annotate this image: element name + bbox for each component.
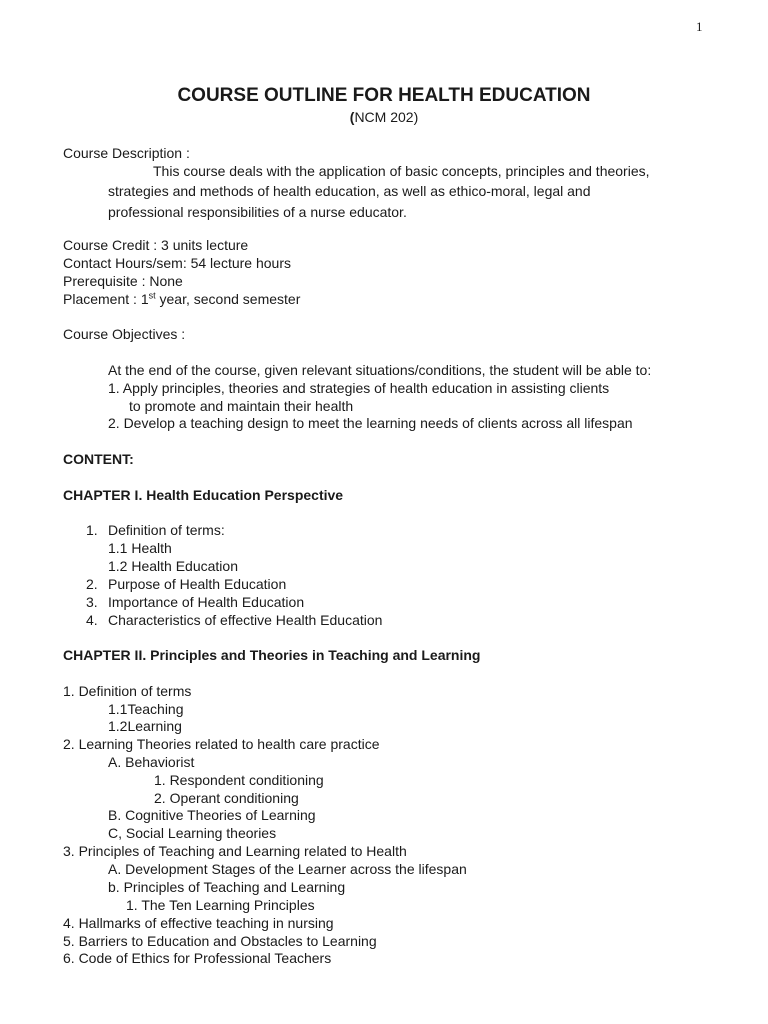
list-subitem: 1.1Teaching	[108, 701, 184, 717]
course-code	[0, 109, 768, 125]
placement-text-rest: year, second semester	[155, 291, 301, 307]
list-item: Importance of Health Education	[108, 594, 305, 610]
placement-sup: st	[148, 290, 156, 301]
description-line: strategies and methods of health education, as well as ethico-moral, legal and	[108, 183, 591, 199]
document-title	[0, 85, 768, 125]
page-number: 1	[696, 19, 703, 34]
list-subsubitem: 1. Respondent conditioning	[154, 772, 324, 788]
list-number: 1.	[86, 522, 98, 538]
list-subsubitem: 1. The Ten Learning Principles	[126, 897, 315, 913]
list-subitem: B. Cognitive Theories of Learning	[108, 807, 316, 823]
prerequisite: Prerequisite : None	[63, 273, 183, 289]
objectives-intro: At the end of the course, given relevant situations/conditions, the student will be able to:	[108, 362, 652, 378]
description-line: professional responsibilities of a nurse educator.	[108, 204, 407, 220]
list-number: 4.	[86, 612, 98, 628]
list-subitem: A. Behaviorist	[108, 754, 195, 770]
description-line: This course deals with the application of basic concepts, principles and theories,	[153, 163, 650, 179]
list-subitem: 1.2 Health Education	[108, 558, 238, 574]
placement-text: Placement : 1	[63, 291, 149, 307]
course-code-text: NCM 202)	[354, 109, 419, 125]
title-text: COURSE OUTLINE FOR HEALTH EDUCATION	[177, 85, 591, 106]
objectives-label: Course Objectives :	[63, 326, 186, 342]
list-subsubitem: 2. Operant conditioning	[154, 790, 299, 806]
list-item: 1. Definition of terms	[63, 683, 192, 699]
objective-item: 2. Develop a teaching design to meet the learning needs of clients across all lifespan	[108, 415, 633, 431]
chapter-heading: CHAPTER I. Health Education Perspective	[63, 487, 344, 503]
list-item: 2. Learning Theories related to health care practice	[63, 736, 380, 752]
objective-item: 1. Apply principles, theories and strategies of health education in assisting clients	[108, 380, 610, 396]
list-subitem: A. Development Stages of the Learner across the lifespan	[108, 861, 467, 877]
objective-item: to promote and maintain their health	[129, 398, 354, 414]
list-item: 3. Principles of Teaching and Learning related to Health	[63, 843, 407, 859]
paren: (	[349, 109, 355, 125]
chapter-heading: CHAPTER II. Principles and Theories in Teaching and Learning	[63, 647, 481, 663]
list-item: Purpose of Health Education	[108, 576, 287, 592]
list-subitem: 1.1 Health	[108, 540, 172, 556]
course-credit: Course Credit : 3 units lecture	[63, 237, 249, 253]
content-heading: CONTENT:	[63, 451, 134, 467]
list-subitem: 1.2Learning	[108, 718, 182, 734]
list-subitem: C, Social Learning theories	[108, 825, 277, 841]
list-number: 2.	[86, 576, 98, 592]
contact-hours: Contact Hours/sem: 54 lecture hours	[63, 255, 291, 271]
list-subitem: b. Principles of Teaching and Learning	[108, 879, 346, 895]
description-label: Course Description :	[63, 145, 190, 161]
placement	[63, 290, 300, 308]
list-item: Definition of terms:	[108, 522, 225, 538]
list-item: 5. Barriers to Education and Obstacles to Learning	[63, 933, 377, 949]
list-item: 6. Code of Ethics for Professional Teachers	[63, 950, 332, 966]
list-item: Characteristics of effective Health Education	[108, 612, 383, 628]
list-item: 4. Hallmarks of effective teaching in nursing	[63, 915, 334, 931]
list-number: 3.	[86, 594, 98, 610]
